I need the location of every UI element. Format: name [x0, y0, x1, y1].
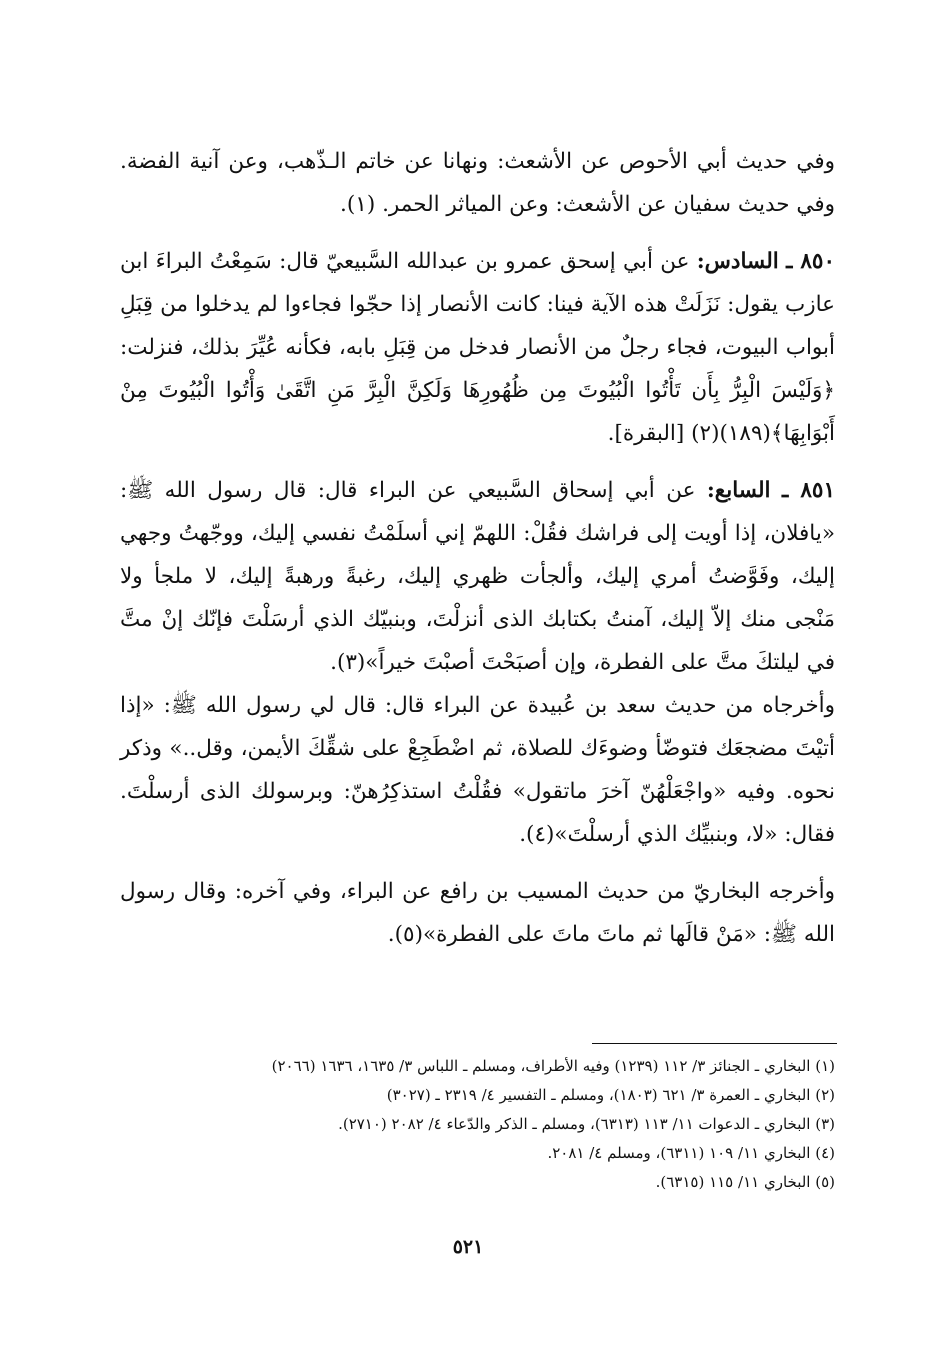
- paragraph-text: وأخرجه البخاريّ من حديث المسيب بن رافع عن البراء، وفي آخره: وقال رسول الله ﷺ: «مَنْ قالَها ثم ماتَ ماتَ على الفطرة»(٥).: [120, 879, 835, 947]
- paragraph-text: وفي حديث أبي الأحوص عن الأشعث: ونهانا عن خاتم الـذّهب، وعن آنية الفضة. وفي حديث سفيان عن الأشعث: وعن المياثر الحمر. (١).: [120, 149, 835, 217]
- footnote-divider: [592, 1043, 837, 1044]
- paragraph-hadith-851: [120, 469, 835, 684]
- footnote-5: (٥) البخاري ١١/ ١١٥ (٦٣١٥).: [655, 1173, 835, 1191]
- footnotes: [120, 1052, 835, 1197]
- page-number: ٥٢١: [452, 1236, 484, 1258]
- main-text: [120, 140, 835, 956]
- paragraph-text: وأخرجاه من حديث سعد بن عُبيدة عن البراء قال: قال لي رسول الله ﷺ: «إذا أتيْتَ مضجعَك فتوضّأ وضوءَك للصلاة، ثم اضْطَجِعْ على شقِّكَ الأيمن، وقل..» وذكر نحوه. وفيه «واجْعَلْهُنّ آخرَ ماتقول» فقُلْتُ استذكِرُهنّ: وبرسولك الذى أرسلْتَ. فقال: «لا، وبنبيِّك الذي أرسلْتَ»(٤).: [120, 693, 835, 847]
- hadith-number: ٨٥٠ ـ: [786, 249, 835, 274]
- footnote-3: (٣) البخاري ـ الدعوات ١١/ ١١٣ (٦٣١٣)، ومسلم ـ الذكر والدّعاء ٤/ ٢٠٨٢ (٢٧١٠).: [338, 1115, 835, 1133]
- hadith-lead: السادس:: [696, 249, 779, 274]
- paragraph-text: عن أبي إسحق عمرو بن عبدالله السَّبيعيّ قال: سَمِعْتُ البراءَ ابن عازب يقول: نَزَلَتْ هذه الآية فينا: كانت الأنصار إذا حجّوا فجاءوا لم يدخلوا من قِبَلِ أبواب البيوت، فجاء رجلٌ من الأنصار فدخل من قِبَلِ بابه، فكأنه عُيِّرَ بذلك، فنزلت: ﴿وَلَيْسَ الْبِرُّ بِأَن تَأْتُوا الْبُيُوتَ مِن ظُهُورِهَا وَلَكِنَّ الْبِرَّ مَنِ اتَّقَىٰ وَأْتُوا الْبُيُوتَ مِنْ أَبْوَابِهَا﴾(١٨٩)(٢) [البقرة].: [120, 249, 835, 446]
- paragraph-hadith-850: [120, 240, 835, 455]
- footnote-1: (١) البخاري ـ الجنائز ٣/ ١١٢ (١٢٣٩) وفيه الأطراف، ومسلم ـ اللباس ٣/ ١٦٣٥، ١٦٣٦ (٢٠٦٦): [271, 1057, 835, 1075]
- hadith-lead: السابع:: [706, 478, 771, 503]
- paragraph-text: عن أبي إسحاق السَّبيعي عن البراء قال: قال رسول الله ﷺ: «يافلان، إذا أويت إلى فراشك فقُلْ: اللهمّ إني أسلَمْتُ نفسي إليك، ووجّهتُ وجهي إليك، وفَوَّضتُ أمري إليك، وألجأت ظهري إليك، رغبةً ورهبةً إليك، لا ملجأ ولا مَنْجى منك إلاّ إليك، آمنتُ بكتابك الذى أنزلْتَ، وبنبيّك الذي أرسَلْتَ فإنّك إنْ متَّ في ليلتكَ متَّ على الفطرة، وإن أصبَحْتَ أصبْتَ خيراً»(٣).: [120, 478, 835, 675]
- hadith-number: ٨٥١ ـ: [781, 478, 835, 503]
- paragraph-1: [120, 140, 835, 226]
- footnote-4: (٤) البخاري ١١/ ١٠٩ (٦٣١١)، ومسلم ٤/ ٢٠٨١.: [547, 1144, 835, 1162]
- footnote-2: (٢) البخاري ـ العمرة ٣/ ٦٢١ (١٨٠٣)، ومسلم ـ التفسير ٤/ ٢٣١٩ ـ (٣٠٢٧): [386, 1086, 835, 1104]
- paragraph-4: [120, 684, 835, 856]
- paragraph-5: [120, 870, 835, 956]
